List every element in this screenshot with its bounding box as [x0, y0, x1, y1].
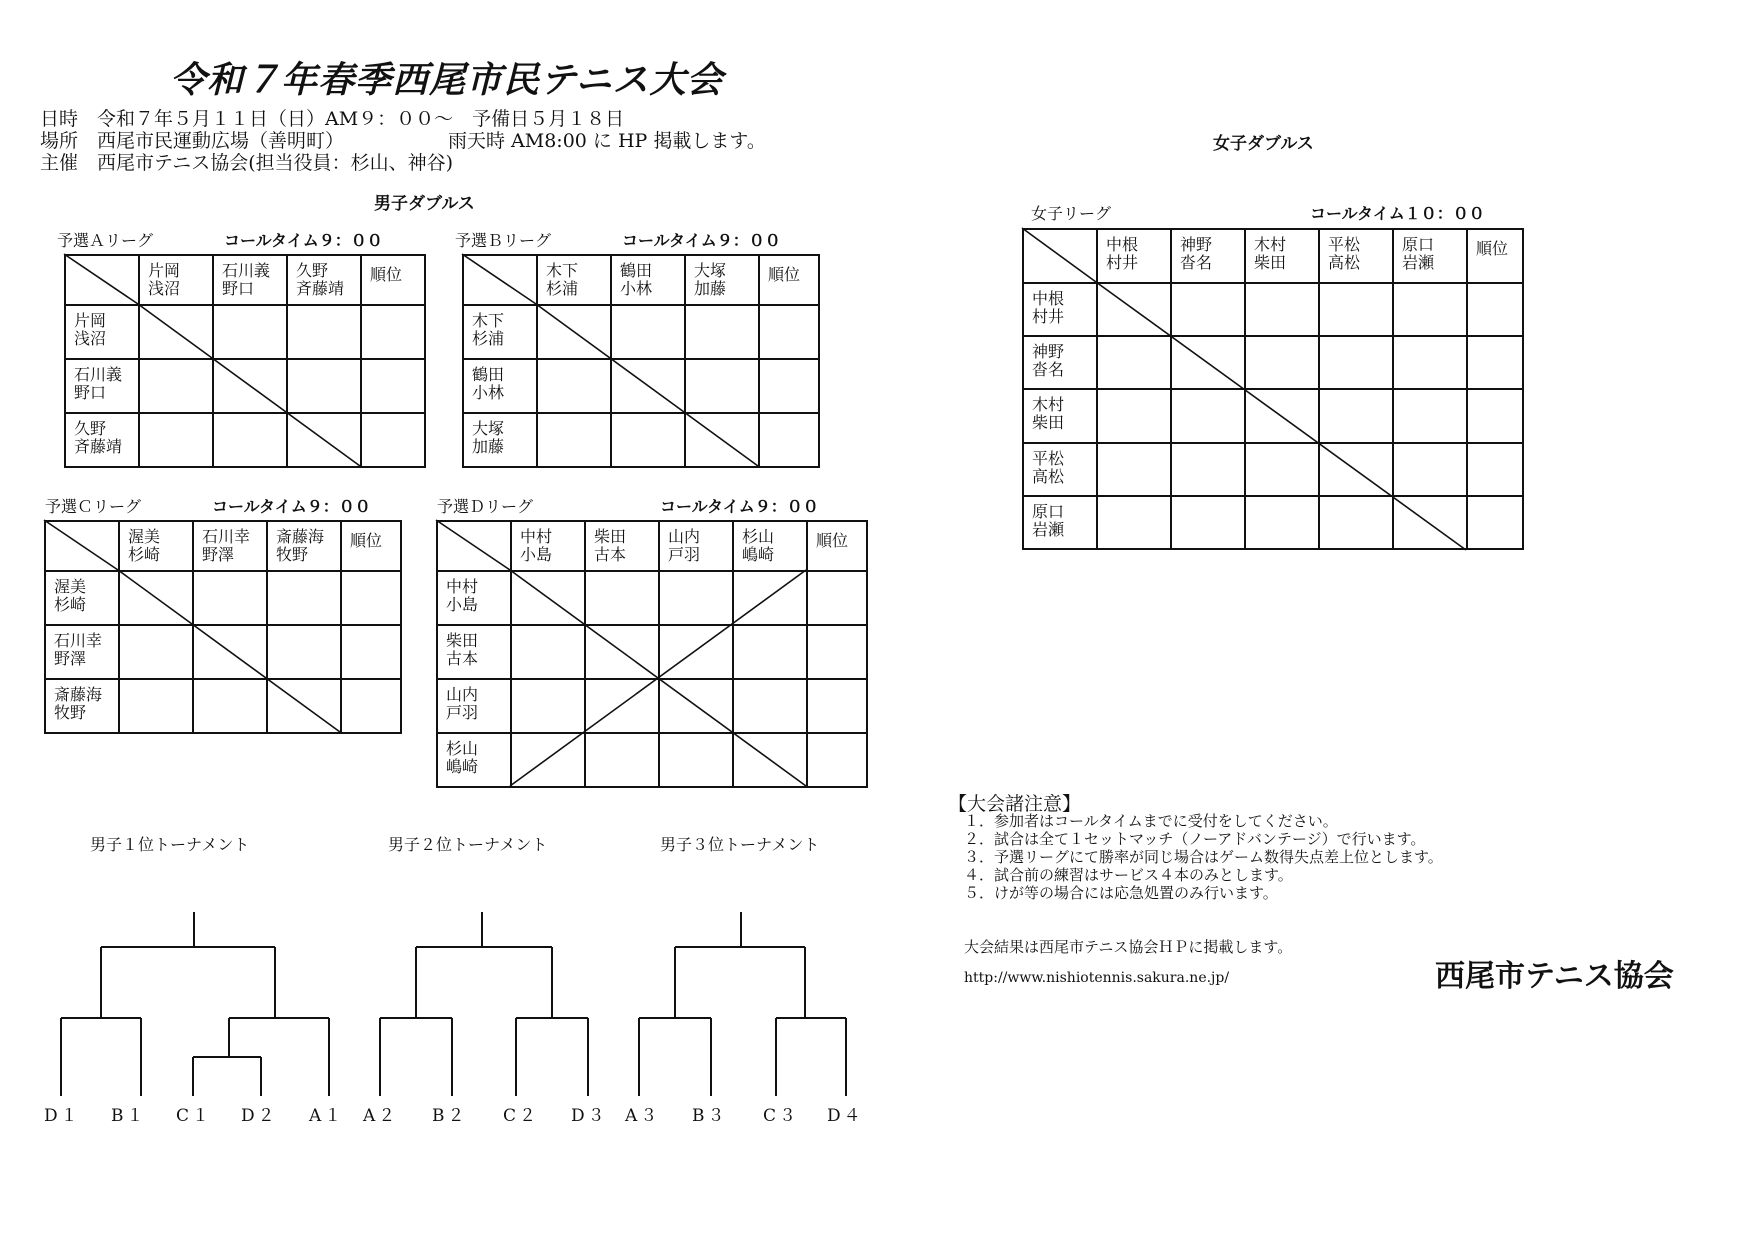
score-cell: [1393, 336, 1467, 389]
bracket-slot: B３: [692, 1106, 728, 1126]
rank-cell: [1467, 283, 1523, 336]
rank-cell: [1467, 336, 1523, 389]
player-name-1: 木村: [1032, 395, 1065, 415]
score-cell: [733, 625, 807, 679]
website-url: http://www.nishiotennis.sakura.ne.jp/: [964, 970, 1230, 986]
player-name-1: 斎藤海: [276, 527, 325, 546]
column-header: [287, 255, 361, 305]
player-name-1: 石川幸: [54, 631, 103, 650]
player-name-2: 杉浦: [472, 329, 505, 348]
column-header: [119, 521, 193, 571]
rank-cell: [1467, 389, 1523, 442]
player-name-2: 加藤: [694, 279, 727, 298]
rank-cell: [341, 679, 401, 733]
player-name-2: 嶋崎: [446, 757, 479, 776]
note-item: ３．予選リーグにて勝率が同じ場合はゲーム数得失点差上位とします。: [964, 848, 1443, 866]
score-cell: [685, 413, 759, 467]
score-cell: [1245, 336, 1319, 389]
rank-cell: [759, 413, 819, 467]
bracket-slot: B２: [432, 1106, 468, 1126]
score-cell: [119, 679, 193, 733]
player-name-2: 小林: [472, 383, 505, 402]
player-name-2: 浅沼: [148, 279, 181, 298]
rank-header: [361, 255, 425, 305]
bracket-slot: A１: [309, 1106, 345, 1126]
player-name-2: 小島: [520, 545, 553, 564]
player-name-1: 大塚: [472, 419, 505, 438]
row-header: [45, 571, 119, 625]
score-cell: [537, 305, 611, 359]
score-cell: [1097, 336, 1171, 389]
bracket-slot: A３: [625, 1106, 661, 1126]
player-name-2: 斉藤靖: [296, 279, 345, 298]
row-header: [1023, 336, 1097, 389]
score-cell: [1393, 389, 1467, 442]
score-cell: [585, 733, 659, 787]
league-b-label: 予選Ｂリーグ: [455, 231, 552, 250]
player-name-1: 中根: [1106, 235, 1139, 254]
score-cell: [585, 571, 659, 625]
player-name-1: 久野: [296, 261, 329, 280]
player-name-2: 村井: [1032, 307, 1065, 327]
score-cell: [1319, 496, 1393, 549]
score-cell: [1097, 283, 1171, 336]
player-name-1: 神野: [1032, 342, 1065, 362]
womens-league-label: 女子リーグ: [1031, 204, 1112, 223]
player-name-1: 渥美: [54, 577, 87, 596]
rank-cell: [361, 305, 425, 359]
event-date: 日時 令和７年５月１１日（日）AM９：００～ 予備日５月１８日: [40, 108, 625, 130]
player-name-2: 戸羽: [446, 703, 479, 722]
player-name-2: 杉崎: [128, 545, 161, 564]
column-header: [1171, 229, 1245, 283]
note-item: ５．けが等の場合には応急処置のみ行います。: [964, 884, 1278, 902]
player-name-1: 神野: [1180, 235, 1213, 254]
player-name-2: 岩瀬: [1032, 519, 1065, 539]
player-name-1: 山内: [668, 527, 701, 546]
player-name-1: 久野: [74, 419, 107, 438]
player-name-2: 古本: [594, 545, 627, 564]
score-cell: [585, 679, 659, 733]
score-cell: [287, 305, 361, 359]
tournament-2-title: 男子２位トーナメント: [388, 835, 548, 854]
score-cell: [1245, 389, 1319, 442]
rank-cell: [759, 359, 819, 413]
column-header: [537, 255, 611, 305]
mens-doubles-heading: 男子ダブルス: [374, 194, 475, 214]
score-cell: [1171, 283, 1245, 336]
event-organizer: 主催 西尾市テニス協会(担当役員：杉山、神谷): [40, 152, 454, 174]
womens-doubles-heading: 女子ダブルス: [1213, 134, 1314, 154]
score-cell: [659, 679, 733, 733]
score-cell: [1319, 389, 1393, 442]
rank-cell: [1467, 443, 1523, 496]
column-header: [267, 521, 341, 571]
column-header: [213, 255, 287, 305]
score-cell: [287, 359, 361, 413]
score-cell: [1097, 496, 1171, 549]
player-name-2: 牧野: [54, 703, 87, 722]
column-header: [585, 521, 659, 571]
player-name-2: 浅沼: [74, 329, 107, 348]
score-cell: [1171, 389, 1245, 442]
rank-cell: [807, 571, 867, 625]
rank-label: 順位: [768, 265, 801, 284]
score-cell: [1393, 283, 1467, 336]
rank-header: [807, 521, 867, 571]
player-name-2: 高松: [1032, 466, 1065, 486]
column-header: [139, 255, 213, 305]
player-name-2: 柴田: [1254, 253, 1287, 272]
player-name-2: 野澤: [202, 545, 235, 564]
player-name-2: 古本: [446, 649, 479, 668]
score-cell: [537, 359, 611, 413]
league-c-table: [44, 520, 402, 734]
league-b-table: [462, 254, 820, 468]
row-header: [437, 571, 511, 625]
score-cell: [659, 733, 733, 787]
score-cell: [1245, 283, 1319, 336]
column-header: [193, 521, 267, 571]
column-header: [659, 521, 733, 571]
rank-header: [341, 521, 401, 571]
tournament-1-title: 男子１位トーナメント: [90, 835, 250, 854]
player-name-2: 斉藤靖: [74, 437, 123, 456]
diagonal-corner-cell: [463, 255, 537, 305]
score-cell: [139, 413, 213, 467]
rank-cell: [807, 733, 867, 787]
player-name-1: 斎藤海: [54, 685, 103, 704]
league-a-calltime: コールタイム９：００: [224, 231, 383, 250]
score-cell: [1171, 496, 1245, 549]
player-name-2: 沓名: [1032, 360, 1065, 380]
note-item: ２．試合は全て１セットマッチ（ノーアドバンテージ）で行います。: [964, 830, 1426, 848]
row-header: [65, 359, 139, 413]
rank-cell: [361, 359, 425, 413]
score-cell: [685, 305, 759, 359]
score-cell: [213, 305, 287, 359]
score-cell: [139, 305, 213, 359]
diagonal-corner-cell: [1023, 229, 1097, 283]
score-cell: [287, 413, 361, 467]
score-cell: [1245, 496, 1319, 549]
rain-notice: 雨天時 AM8:00 に HP 掲載します。: [448, 130, 766, 152]
player-name-1: 渥美: [128, 527, 161, 546]
score-cell: [1319, 283, 1393, 336]
row-header: [1023, 496, 1097, 549]
player-name-1: 平松: [1328, 235, 1361, 254]
score-cell: [267, 679, 341, 733]
score-cell: [193, 679, 267, 733]
rank-header: [759, 255, 819, 305]
score-cell: [1171, 336, 1245, 389]
column-header: [1245, 229, 1319, 283]
player-name-1: 中根: [1032, 289, 1065, 309]
rank-cell: [759, 305, 819, 359]
score-cell: [1245, 443, 1319, 496]
score-cell: [139, 359, 213, 413]
score-cell: [267, 571, 341, 625]
player-name-1: 柴田: [446, 631, 479, 650]
score-cell: [733, 571, 807, 625]
player-name-1: 片岡: [74, 311, 107, 330]
player-name-1: 杉山: [742, 527, 775, 546]
score-cell: [119, 625, 193, 679]
row-header: [463, 305, 537, 359]
player-name-2: 小島: [446, 595, 479, 614]
league-b-calltime: コールタイム９：００: [622, 231, 781, 250]
event-venue: 場所 西尾市民運動広場（善明町）: [40, 130, 345, 152]
score-cell: [213, 359, 287, 413]
row-header: [1023, 389, 1097, 442]
womens-league-table: [1022, 228, 1524, 550]
score-cell: [733, 679, 807, 733]
score-cell: [267, 625, 341, 679]
score-cell: [1393, 443, 1467, 496]
league-a-label: 予選Ａリーグ: [57, 231, 154, 250]
player-name-2: 加藤: [472, 437, 505, 456]
player-name-1: 中村: [446, 577, 479, 596]
player-name-1: 原口: [1032, 501, 1065, 521]
bracket-slot: C２: [503, 1106, 540, 1126]
womens-league-calltime: コールタイム１０：００: [1310, 204, 1485, 223]
player-name-2: 杉浦: [546, 279, 579, 298]
bracket-slot: D１: [44, 1106, 81, 1126]
score-cell: [1097, 443, 1171, 496]
bracket-slot: B１: [111, 1106, 147, 1126]
diagonal-corner-cell: [45, 521, 119, 571]
note-item: １．参加者はコールタイムまでに受付をしてください。: [964, 812, 1338, 830]
column-header: [1393, 229, 1467, 283]
rank-label: 順位: [1476, 239, 1509, 258]
player-name-2: 高松: [1328, 253, 1361, 272]
player-name-1: 石川義: [222, 261, 271, 280]
score-cell: [193, 571, 267, 625]
score-cell: [537, 413, 611, 467]
rank-cell: [361, 413, 425, 467]
player-name-1: 木下: [472, 311, 505, 330]
score-cell: [685, 359, 759, 413]
bracket-slot: D４: [827, 1106, 864, 1126]
score-cell: [611, 305, 685, 359]
column-header: [1097, 229, 1171, 283]
bracket-slot: D２: [241, 1106, 278, 1126]
player-name-2: 嶋崎: [742, 545, 775, 564]
column-header: [511, 521, 585, 571]
score-cell: [659, 625, 733, 679]
player-name-2: 沓名: [1180, 253, 1213, 272]
player-name-2: 小林: [620, 279, 653, 298]
row-header: [1023, 443, 1097, 496]
player-name-2: 戸羽: [668, 545, 701, 564]
player-name-1: 木村: [1254, 235, 1287, 254]
row-header: [65, 413, 139, 467]
rank-cell: [1467, 496, 1523, 549]
score-cell: [511, 625, 585, 679]
player-name-1: 鶴田: [472, 365, 505, 384]
column-header: [1319, 229, 1393, 283]
league-d-calltime: コールタイム９：００: [660, 497, 819, 516]
score-cell: [1319, 443, 1393, 496]
score-cell: [119, 571, 193, 625]
player-name-2: 野口: [74, 383, 107, 402]
row-header: [437, 625, 511, 679]
league-c-label: 予選Ｃリーグ: [45, 497, 142, 516]
bracket-slot: C１: [176, 1106, 213, 1126]
player-name-1: 石川幸: [202, 527, 251, 546]
row-header: [45, 679, 119, 733]
player-name-2: 村井: [1106, 253, 1139, 272]
player-name-1: 杉山: [446, 739, 479, 758]
rank-label: 順位: [370, 265, 403, 284]
player-name-1: 片岡: [148, 261, 181, 280]
notes-heading: 【大会諸注意】: [948, 793, 1082, 815]
score-cell: [213, 413, 287, 467]
score-cell: [611, 413, 685, 467]
player-name-2: 柴田: [1032, 413, 1065, 433]
tournament-3-title: 男子３位トーナメント: [660, 835, 820, 854]
score-cell: [511, 733, 585, 787]
player-name-1: 鶴田: [620, 261, 653, 280]
association-name: 西尾市テニス協会: [1435, 959, 1674, 994]
league-d-table: [436, 520, 868, 788]
rank-cell: [341, 625, 401, 679]
score-cell: [611, 359, 685, 413]
results-notice: 大会結果は西尾市テニス協会ＨＰに掲載します。: [964, 938, 1293, 956]
row-header: [437, 679, 511, 733]
player-name-1: 山内: [446, 685, 479, 704]
row-header: [463, 359, 537, 413]
player-name-1: 石川義: [74, 365, 123, 384]
note-item: ４．試合前の練習はサービス４本のみとします。: [964, 866, 1293, 884]
score-cell: [733, 733, 807, 787]
score-cell: [1319, 336, 1393, 389]
player-name-2: 牧野: [276, 545, 309, 564]
player-name-1: 原口: [1402, 235, 1435, 254]
player-name-1: 中村: [520, 527, 553, 546]
rank-label: 順位: [350, 531, 383, 550]
row-header: [437, 733, 511, 787]
score-cell: [511, 679, 585, 733]
row-header: [45, 625, 119, 679]
score-cell: [1097, 389, 1171, 442]
diagonal-corner-cell: [65, 255, 139, 305]
rank-cell: [807, 679, 867, 733]
row-header: [463, 413, 537, 467]
score-cell: [659, 571, 733, 625]
column-header: [733, 521, 807, 571]
bracket-slot: C３: [763, 1106, 800, 1126]
score-cell: [1171, 443, 1245, 496]
column-header: [685, 255, 759, 305]
bracket-slot: A２: [363, 1106, 399, 1126]
league-c-calltime: コールタイム９：００: [212, 497, 371, 516]
rank-label: 順位: [816, 531, 849, 550]
score-cell: [1393, 496, 1467, 549]
league-d-label: 予選Ｄリーグ: [437, 497, 534, 516]
diagonal-corner-cell: [437, 521, 511, 571]
player-name-1: 平松: [1032, 448, 1065, 468]
row-header: [1023, 283, 1097, 336]
score-cell: [193, 625, 267, 679]
player-name-2: 野口: [222, 279, 255, 298]
bracket-slot: D３: [571, 1106, 608, 1126]
score-cell: [585, 625, 659, 679]
player-name-1: 柴田: [594, 527, 627, 546]
rank-cell: [807, 625, 867, 679]
score-cell: [511, 571, 585, 625]
page-title: 令和７年春季西尾市民テニス大会: [170, 60, 724, 101]
player-name-2: 野澤: [54, 649, 87, 668]
player-name-1: 大塚: [694, 261, 727, 280]
row-header: [65, 305, 139, 359]
player-name-2: 杉崎: [54, 595, 87, 614]
rank-cell: [341, 571, 401, 625]
rank-header: [1467, 229, 1523, 283]
column-header: [611, 255, 685, 305]
player-name-1: 木下: [546, 261, 579, 280]
player-name-2: 岩瀬: [1402, 253, 1435, 272]
league-a-table: [64, 254, 426, 468]
